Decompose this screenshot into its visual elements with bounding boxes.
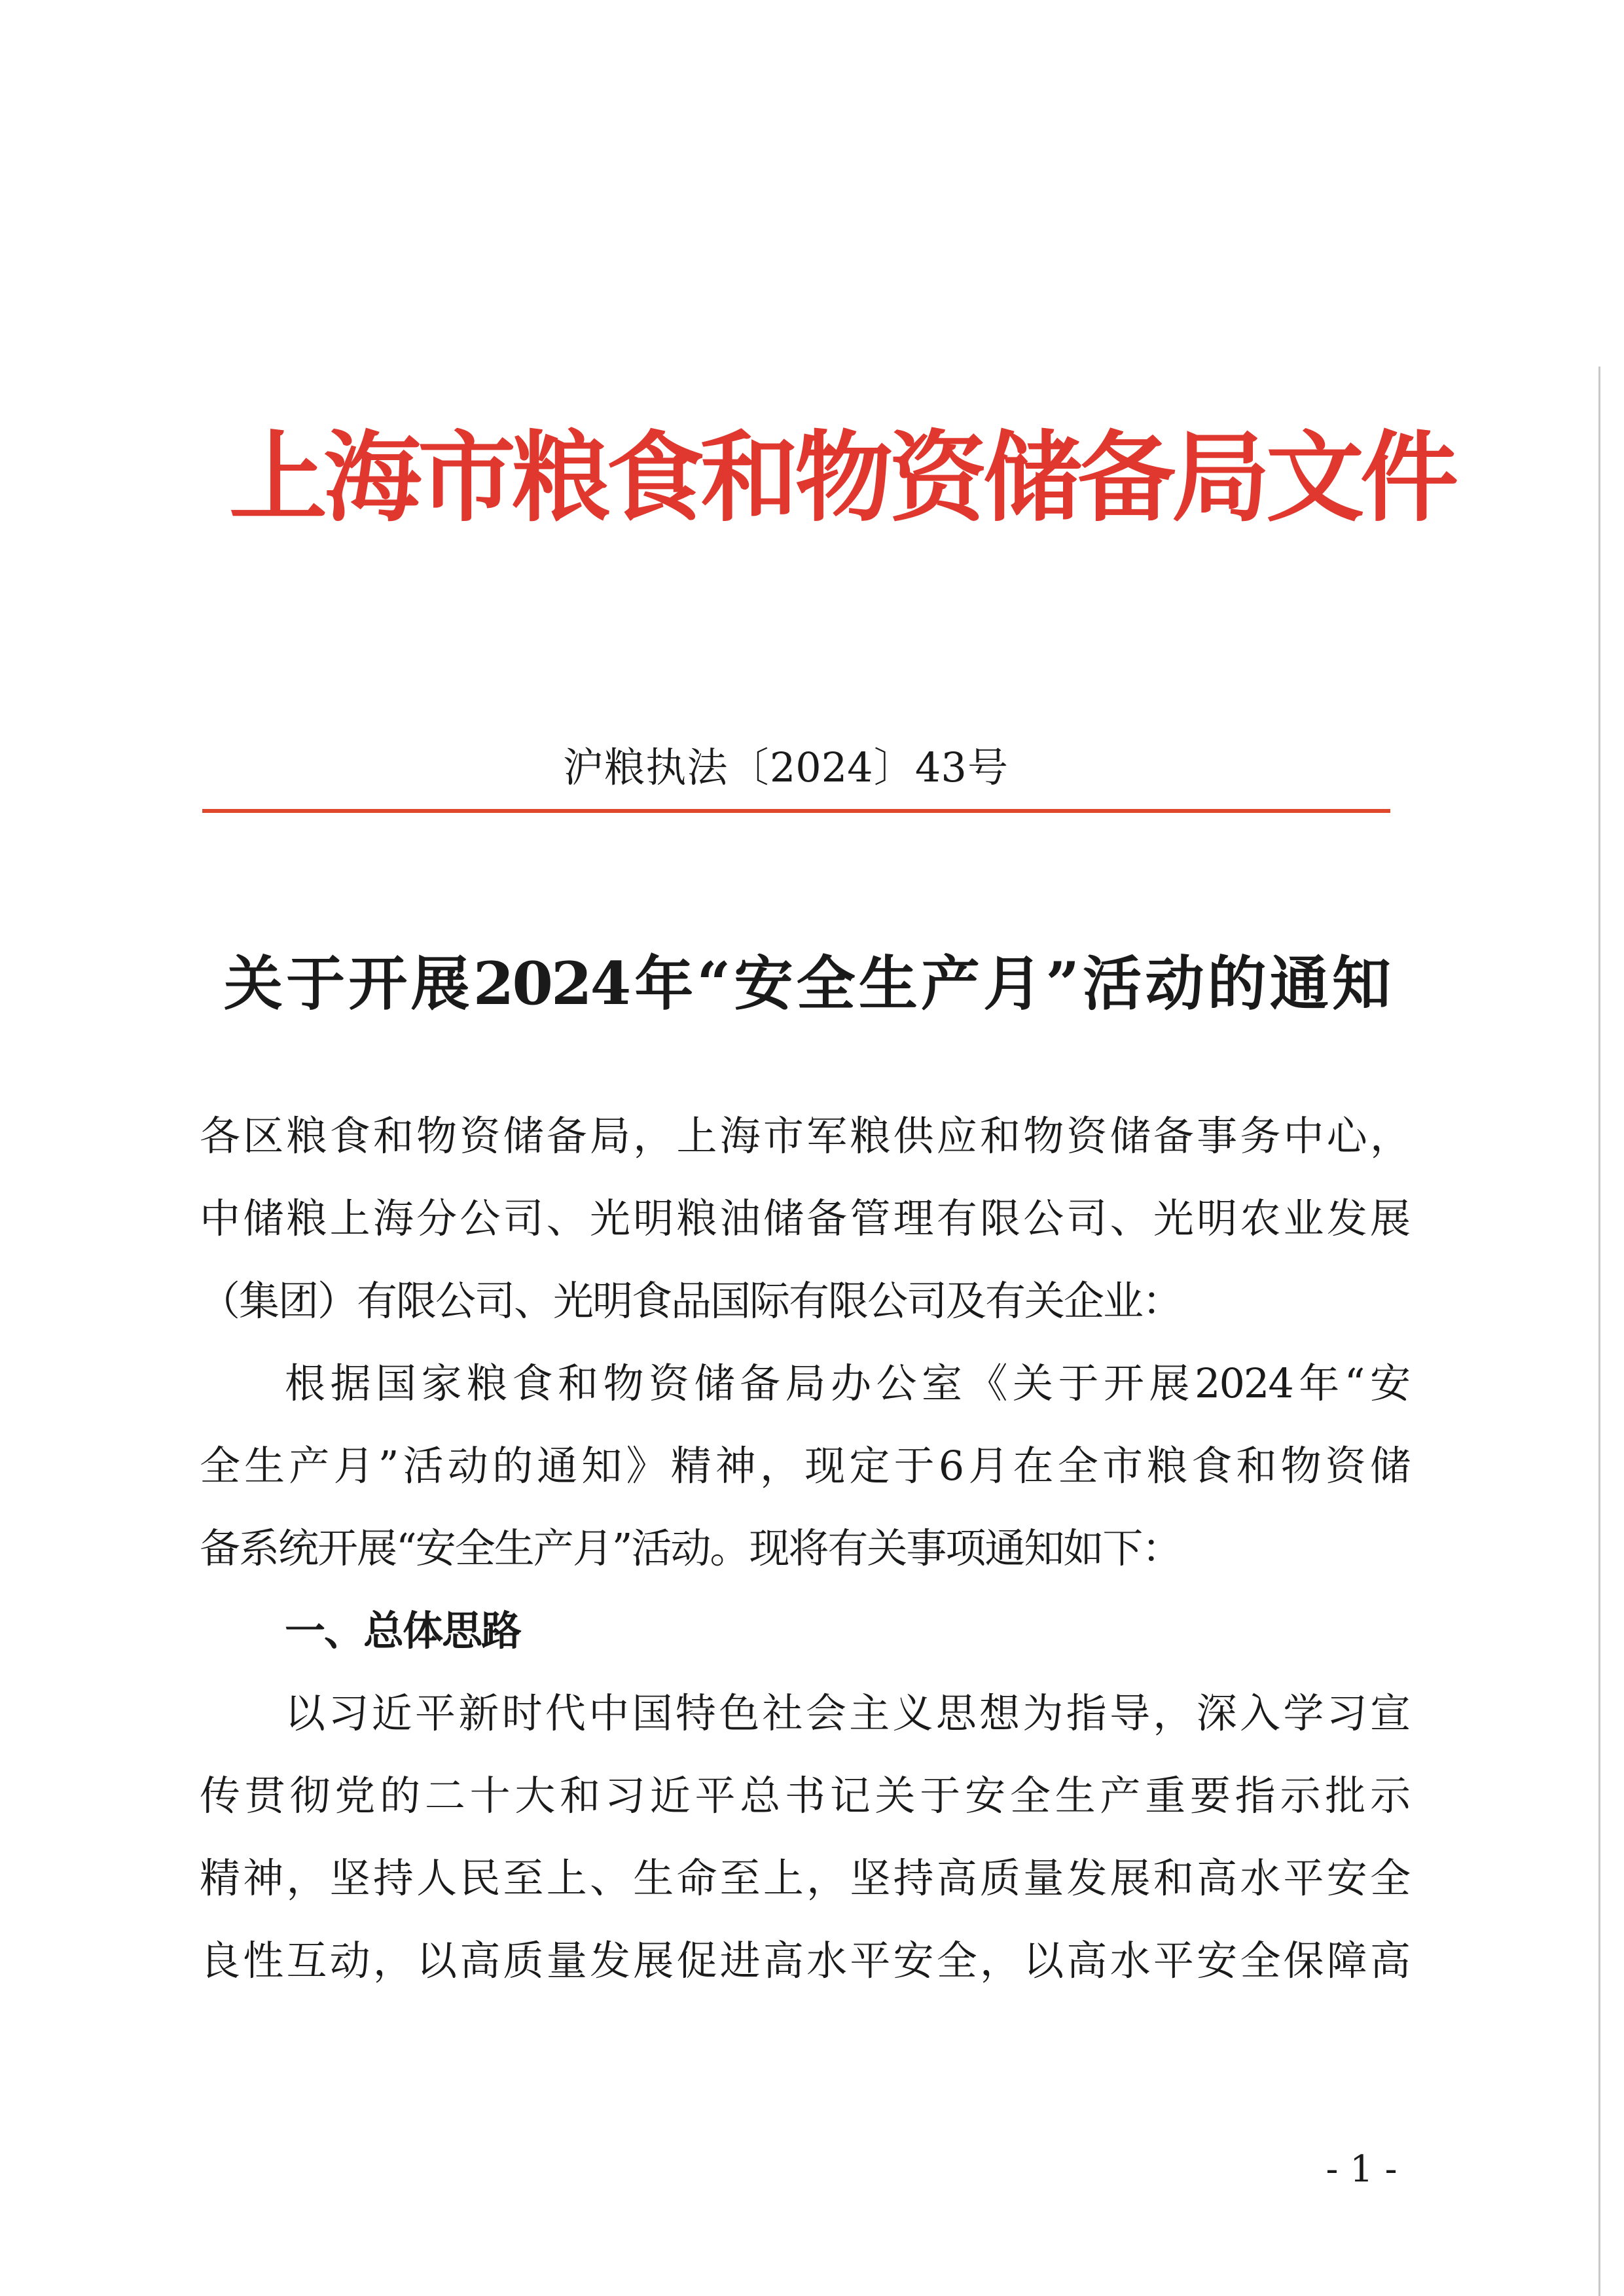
body-line: 中储粮上海分公司、光明粮油储备管理有限公司、光明农业发展	[200, 1194, 1409, 1242]
body-line: （集团）有限公司、光明食品国际有限公司及有关企业：	[200, 1277, 1182, 1325]
body-line: 全生产月”活动的通知》精神，现定于6月在全市粮食和物资储	[200, 1442, 1409, 1490]
scan-edge-line	[1598, 367, 1600, 2296]
body-line: 良性互动，以高质量发展促进高水平安全，以高水平安全保障高	[200, 1937, 1409, 1984]
body-line: 根据国家粮食和物资储备局办公室《关于开展2024年“安	[285, 1359, 1409, 1407]
document-number: 沪粮执法〔2024〕43号	[563, 744, 1008, 791]
body-line: 传贯彻党的二十大和习近平总书记关于安全生产重要指示批示	[200, 1772, 1409, 1820]
section-heading: 一、总体思路	[285, 1607, 521, 1655]
issuing-organization-header: 上海市粮食和物资储备局文件	[229, 420, 1455, 535]
body-line: 备系统开展“安全生产月”活动。现将有关事项通知如下：	[200, 1524, 1182, 1572]
page-number: - 1 -	[1326, 2148, 1398, 2191]
body-line: 以习近平新时代中国特色社会主义思想为指导，深入学习宣	[285, 1689, 1409, 1737]
body-line: 精神，坚持人民至上、生命至上，坚持高质量发展和高水平安全	[200, 1854, 1409, 1902]
body-line: 各区粮食和物资储备局，上海市军粮供应和物资储备事务中心，	[200, 1112, 1409, 1160]
document-title: 关于开展2024年“安全生产月”活动的通知	[224, 949, 1389, 1018]
red-separator-line	[202, 809, 1390, 813]
